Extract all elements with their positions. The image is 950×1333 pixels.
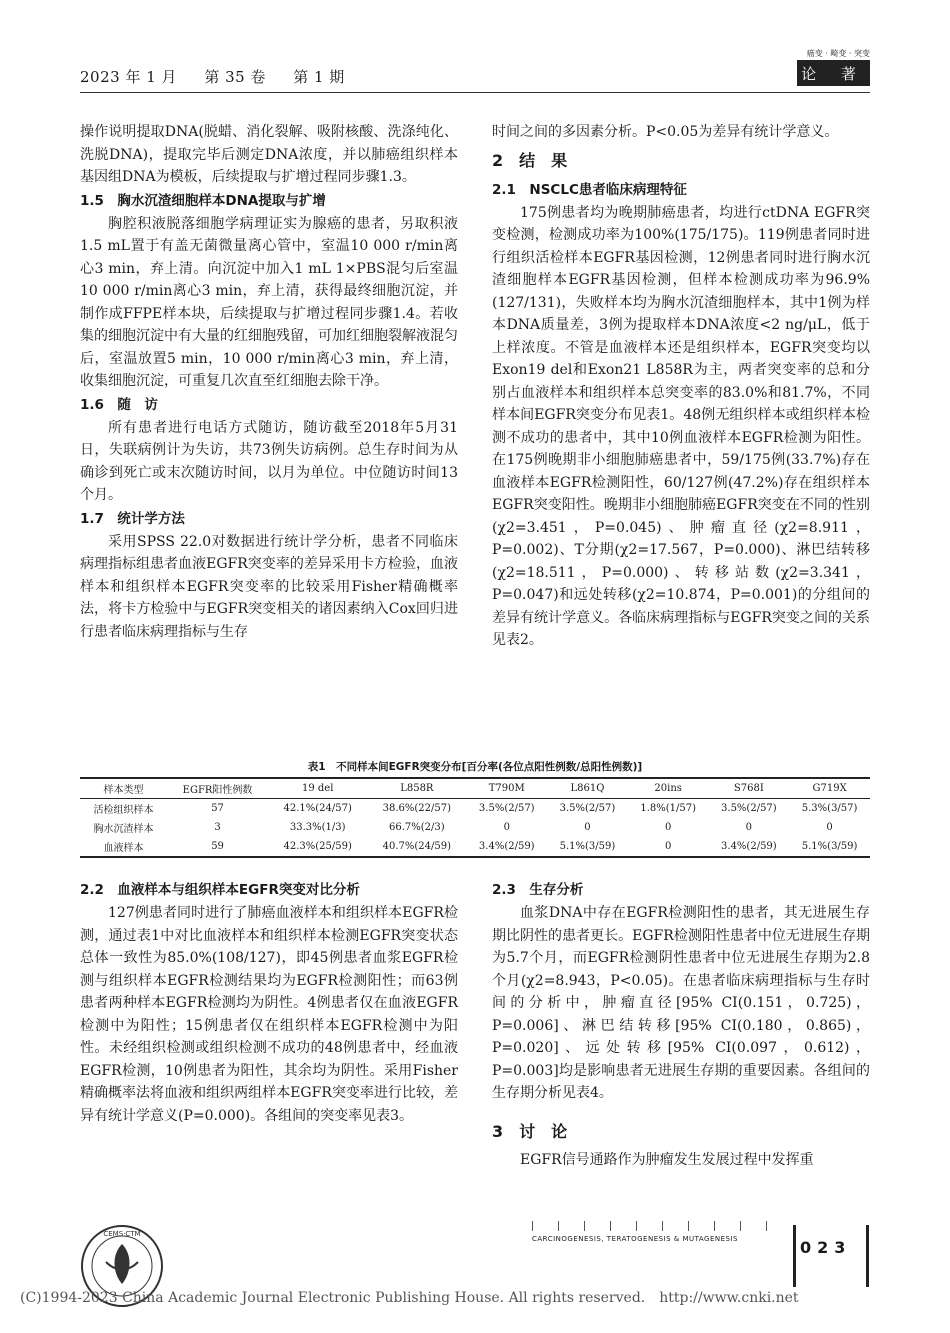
table-cell: 1.8%(1/57) <box>640 803 696 814</box>
section-heading: 2.2 血液样本与组织样本EGFR突变对比分析 <box>80 882 360 898</box>
table-cell: 0 <box>584 822 591 833</box>
table-cell: 3.5%(2/57) <box>478 803 535 814</box>
header-date: 2023 年 1 月 <box>80 68 178 86</box>
paragraph: 操作说明提取DNA(脱蜡、消化裂解、吸附核酸、洗涤纯化、洗脱DNA)，提取完毕后测定DNA浓度，并以肺癌组织样本基因组DNA为模板，后续提取与扩增过程同步骤1.3。 <box>80 124 458 185</box>
table-cell: 42.1%(24/57) <box>283 803 352 814</box>
table-cell: 胸水沉渣样本 <box>93 824 154 835</box>
footer-ruler <box>532 1221 792 1231</box>
table-row <box>80 818 870 837</box>
paragraph: 所有患者进行电话方式随访，随访截至2018年5月31日，失联病例计为失访，共73例失访病例。总生存时间为从确诊到死亡或末次随访时间，以月为单位。中位随访时间13个月。 <box>80 419 458 503</box>
paragraph: 时间之间的多因素分析。P<0.05为差异有统计学意义。 <box>492 124 839 140</box>
table-cell: 3 <box>214 822 221 833</box>
table-cell: 33.3%(1/3) <box>289 822 346 833</box>
header-volume: 第 35 卷 <box>204 68 266 86</box>
table-cell: 42.3%(25/59) <box>283 841 352 852</box>
paragraph: EGFR信号通路作为肿瘤发生发展过程中发挥重 <box>520 1151 814 1168</box>
journal-logo-text: 癌变 · 畸变 · 突变 <box>806 49 870 58</box>
table-header-cell: 样本类型 <box>103 785 144 796</box>
table-header-cell: EGFR阳性例数 <box>182 785 253 796</box>
table-cell: 40.7%(24/59) <box>382 841 452 852</box>
table-cell: 5.1%(3/59) <box>801 841 858 852</box>
page-number-bar <box>866 1225 869 1287</box>
left-column-upper <box>80 121 458 643</box>
table-cell: 血液样本 <box>103 843 144 854</box>
table-cell: 3.5%(2/57) <box>559 803 616 814</box>
left-column-lower <box>80 878 458 1127</box>
table-cell: 3.4%(2/59) <box>721 841 777 852</box>
table-caption: 表1 不同样本间EGFR突变分布[百分率(各位点阳性例数/总阳性例数)] <box>307 761 643 773</box>
page-number-bar <box>793 1225 796 1287</box>
copyright-notice: (C)1994-2023 China Academic Journal Electronic Publishing House. All rights reserved. http://www.cnki.net <box>20 1290 799 1306</box>
table-row <box>80 837 870 857</box>
table-cell: 66.7%(2/3) <box>389 822 445 833</box>
table-cell: 3.4%(2/59) <box>478 841 535 852</box>
table-header-cell: 19 del <box>301 783 334 794</box>
paragraph: 胸腔积液脱落细胞学病理证实为腺癌的患者，另取积液1.5 mL置于有盖无菌微量离心管中，室温10 000 r/min离心3 min，弃上清。向沉淀中加入1 mL 1×PBS混匀后室温10 000 r/min离心3 min，弃上清，获得最终细胞沉淀，并制作成FFPE样本块，后续提取与扩增过程同步骤1.4。若收集的细胞沉淀中有大量的红细胞残留，可加红细胞裂解液混匀后，室温放置5 min，10 000 r/min离心3 min，弃上清，收集细胞沉淀，可重复几次直至红细胞去除干净。 <box>80 215 458 389</box>
running-header <box>80 66 367 87</box>
section-heading: 2.3 生存分析 <box>492 882 584 898</box>
table-cell: 59 <box>211 841 224 852</box>
table-header-cell: L861Q <box>570 783 605 794</box>
header-issue: 第 1 期 <box>293 68 345 86</box>
section-heading: 2.1 NSCLC患者临床病理特征 <box>492 181 687 198</box>
table-cell: 活检组织样本 <box>93 805 154 816</box>
right-column-upper <box>492 121 870 652</box>
section-heading: 1.6 随 访 <box>80 396 158 413</box>
table-cell: 38.6%(22/57) <box>382 803 452 814</box>
egfr-distribution-table <box>80 777 870 858</box>
header-divider <box>80 92 870 93</box>
table-header-cell: 20ins <box>654 783 682 794</box>
table-cell: 57 <box>211 803 224 814</box>
section-heading: 3 讨 论 <box>492 1121 568 1141</box>
table-header-cell: S768I <box>733 783 764 794</box>
table-cell: 0 <box>503 822 510 833</box>
section-heading: 2 结 果 <box>492 150 568 170</box>
paragraph: 血浆DNA中存在EGFR检测阳性的患者，其无进展生存期比阴性的患者更长。EGFR检测阳性患者中位无进展生存期为5.7个月，而EGFR检测阴性患者中位无进展生存期为2.8个月(χ2=8.943，P<0.05)。在患者临床病理指标与生存时间的分析中，肿瘤直径[95% CI(0.151，0.725)，P=0.006]、淋巴结转移[95% CI(0.180，0.865)，P=0.020]、远处转移[95% CI(0.097，0.612)，P=0.003]均是影响患者无进展生存期的重要因素。各组间的生存期分析见表4。 <box>492 905 870 1101</box>
right-column-lower <box>492 878 870 1171</box>
table-cell: 3.5%(2/57) <box>721 803 777 814</box>
table-cell: 0 <box>664 822 672 833</box>
paragraph: 127例患者同时进行了肺癌血液样本和组织样本EGFR检测，通过表1中对比血液样本和组织样本检测EGFR突变状态总体一致性为85.0%(108/127)，即45例患者血浆EGFR检测与组织样本EGFR检测结果均为EGFR检测阳性；而63例患者两种样本EGFR检测均为阴性。4例患者仅在血液EGFR检测中为阳性；15例患者仅在组织样本EGFR检测中为阳性。未经组织检测或组织检测不成功的48例患者中，经血液EGFR检测，10例患者为阳性，其余均为阴性。采用Fisher精确概率法将血液和组织两组样本EGFR突变率进行比较，差异有统计学意义(P=0.000)。各组间的突变率见表3。 <box>80 905 458 1124</box>
table-cell: 0 <box>826 822 833 833</box>
table-cell: 5.1%(3/59) <box>559 841 616 852</box>
emblem-text: CEMS·CTM <box>103 1230 141 1238</box>
page-number: 023 <box>800 1238 852 1257</box>
table-header-cell: G719X <box>812 783 847 794</box>
table-header-cell: L858R <box>400 783 434 794</box>
table-header-cell: T790M <box>488 783 525 794</box>
article-category-badge: 论 著 <box>797 60 870 86</box>
table-cell: 0 <box>745 822 753 833</box>
footer-journal-name: CARCINOGENESIS, TERATOGENESIS & MUTAGENESIS <box>532 1235 738 1243</box>
section-heading: 1.5 胸水沉渣细胞样本DNA提取与扩增 <box>80 192 326 209</box>
paragraph: 采用SPSS 22.0对数据进行统计学分析，患者不同临床病理指标组患者血液EGFR突变率的差异采用卡方检验，血液样本和组织样本EGFR突变率的比较采用Fisher精确概率法，将卡方检验中与EGFR突变相关的诸因素纳入Cox回归进行患者临床病理指标与生存 <box>80 533 458 640</box>
table-row <box>80 799 870 819</box>
table-cell: 5.3%(3/57) <box>801 803 858 814</box>
table-header-row <box>80 778 870 799</box>
paragraph: 175例患者均为晚期肺癌患者，均进行ctDNA EGFR突变检测，检测成功率为100%(175/175)。119例患者同时进行组织活检样本EGFR基因检测，12例患者同时进行胸水沉渣细胞样本EGFR基因检测，但样本检测成功率为96.9%(127/131)，失败样本均为胸水沉渣细胞样本，其中1例为样本DNA质量差，3例为提取样本DNA浓度<2 ng/μL，低于上样浓度。不管是血液样本还是组织样本，EGFR突变均以Exon19 del和Exon21 L858R为主，两者突变率的总和分别占血液样本和组织样本总突变率的83.0%和81.7%，不同样本间EGFR突变分布见表1。48例无组织样本或组织样本检测不成功的患者中，其中10例血液样本EGFR检测为阳性。在175例晚期非小细胞肺癌患者中，59/175例(33.7%)存在血液样本EGFR检测阳性，60/127例(47.2%)存在组织样本EGFR突变阳性。晚期非小细胞肺癌EGFR突变在不同的性别(χ2=3.451，P=0.045)、肿瘤直径(χ2=8.911，P=0.002)、T分期(χ2=17.567，P=0.000)、淋巴结转移(χ2=18.511，P=0.000)、转移站数(χ2=3.341，P=0.047)和远处转移(χ2=10.874，P=0.001)的分组间的差异有统计学意义。各临床病理指标与EGFR突变之间的关系见表2。 <box>492 204 870 648</box>
section-heading: 1.7 统计学方法 <box>80 510 185 527</box>
table-cell: 0 <box>664 841 672 852</box>
